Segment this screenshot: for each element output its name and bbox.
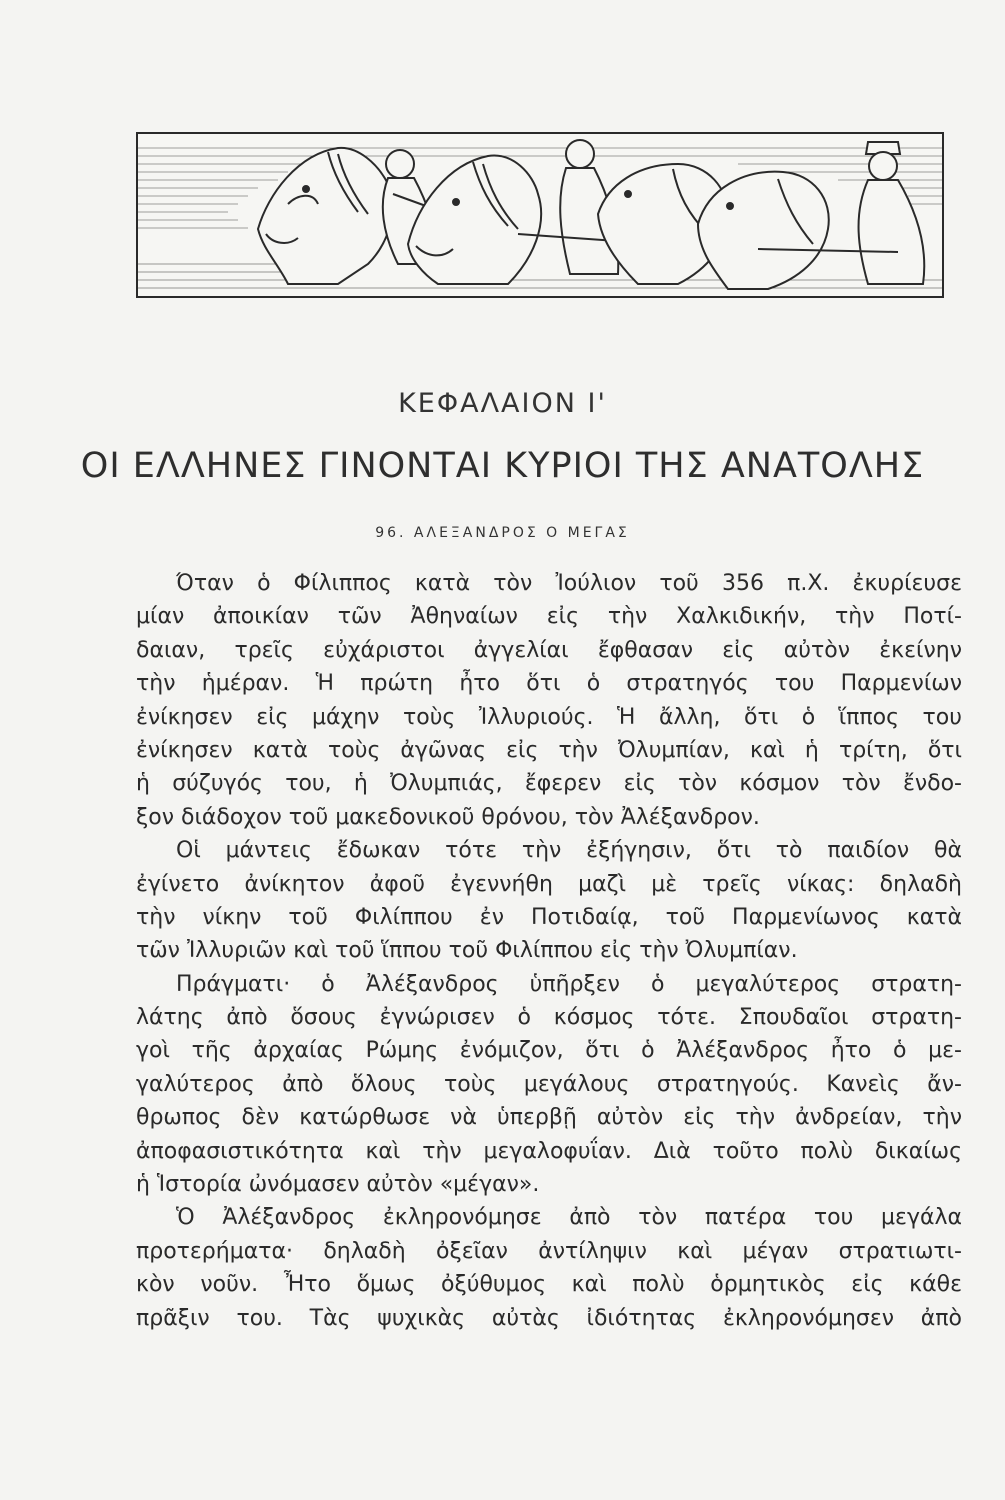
text-line: Όταν ὁ Φίλιππος κατὰ τὸν Ἰούλιον τοῦ 356 π.Χ. ἐκυρίευσε	[176, 571, 962, 596]
text-line: ἐγίνετο ἀνίκητον ἀφοῦ ἐγεννήθη μαζὶ μὲ τρεῖς νίκας: δηλαδὴ	[136, 871, 962, 897]
text-line: λάτης ἀπὸ ὅσους ἐγνώρισεν ὁ κόσμος τότε. Σπουδαῖοι στρατη-	[136, 1005, 962, 1031]
text-line: γαλύτερος ἀπὸ ὅλους τοὺς μεγάλους στρατηγούς. Κανεὶς ἄν-	[136, 1071, 962, 1097]
text-line: μίαν ἀποικίαν τῶν Ἀθηναίων εἰς τὴν Χαλκιδικήν, τὴν Ποτί-	[136, 604, 962, 630]
text-line: πρᾶξιν του. Τὰς ψυχικὰς αὐτὰς ἰδιότητας ἐκληρονόμησεν ἀπὸ	[136, 1305, 962, 1331]
text-line: ἡ Ἱστορία ὠνόμασεν αὐτὸν «μέγαν».	[136, 1172, 540, 1198]
text-line: θρωπος δὲν κατώρθωσε νὰ ὑπερβῇ αὐτὸν εἰς τὴν ἀνδρείαν, τὴν	[136, 1105, 962, 1131]
text-line: τὴν ἡμέραν. Ἡ πρώτη ἦτο ὅτι ὁ στρατηγός του Παρμενίων	[136, 671, 962, 697]
text-line: τὴν νίκην τοῦ Φιλίππου ἐν Ποτιδαίᾳ, τοῦ Παρμενίωνος κατὰ	[136, 904, 962, 930]
body-text	[136, 567, 962, 1335]
text-line: ἐνίκησεν κατὰ τοὺς ἀγῶνας εἰς τὴν Ὀλυμπίαν, καὶ ἡ τρίτη, ὅτι	[136, 737, 962, 763]
text-line: ἡ σύζυγός του, ἡ Ὀλυμπιάς, ἔφερεν εἰς τὸν κόσμον τὸν ἔνδο-	[136, 771, 962, 797]
text-line: ἀποφασιστικότητα καὶ τὴν μεγαλοφυΐαν. Διὰ τοῦτο πολὺ δικαίως	[136, 1138, 962, 1164]
chapter-label: ΚΕΦΑΛΑΙΟΝ Ι'	[398, 388, 607, 419]
text-line: κὸν νοῦν. Ἦτο ὅμως ὀξύθυμος καὶ πολὺ ὁρμητικὸς εἰς κάθε	[136, 1272, 962, 1298]
text-line: γοὶ τῆς ἀρχαίας Ρώμης ἐνόμιζον, ὅτι ὁ Ἀλέξανδρος ἦτο ὁ με-	[136, 1038, 962, 1064]
text-line: ἐνίκησεν εἰς μάχην τοὺς Ἰλλυριούς. Ἡ ἄλλη, ὅτι ὁ ἵππος του	[136, 704, 962, 730]
text-line: τῶν Ἰλλυριῶν καὶ τοῦ ἵππου τοῦ Φιλίππου εἰς τὴν Ὀλυμπίαν.	[136, 938, 798, 964]
text-line: δαιαν, τρεῖς εὐχάριστοι ἀγγελίαι ἔφθασαν εἰς αὐτὸν ἐκείνην	[136, 637, 962, 663]
section-heading: 96. ΑΛΕΞΑΝΔΡΟΣ Ο ΜΕΓΑΣ	[375, 525, 630, 541]
text-line: προτερήματα· δηλαδὴ ὀξεῖαν ἀντίληψιν καὶ μέγαν στρατιωτι-	[136, 1238, 962, 1264]
text-line: Οἱ μάντεις ἔδωκαν τότε τὴν ἐξήγησιν, ὅτι τὸ παιδίον θὰ	[176, 838, 962, 864]
text-line: Πράγματι· ὁ Ἀλέξανδρος ὑπῆρξεν ὁ μεγαλύτερος στρατη-	[176, 971, 962, 997]
text-line: Ὁ Ἀλέξανδρος ἐκληρονόμησε ἀπὸ τὸν πατέρα του μεγάλα	[176, 1205, 962, 1231]
chapter-title: ΟΙ ΕΛΛΗΝΕΣ ΓΙΝΟΝΤΑΙ ΚΥΡΙΟΙ ΤΗΣ ΑΝΑΤΟΛΗΣ	[80, 446, 925, 486]
text-line: ξον διάδοχον τοῦ μακεδονικοῦ θρόνου, τὸν Ἀλέξανδρον.	[136, 804, 760, 830]
frieze-illustration	[136, 132, 944, 298]
